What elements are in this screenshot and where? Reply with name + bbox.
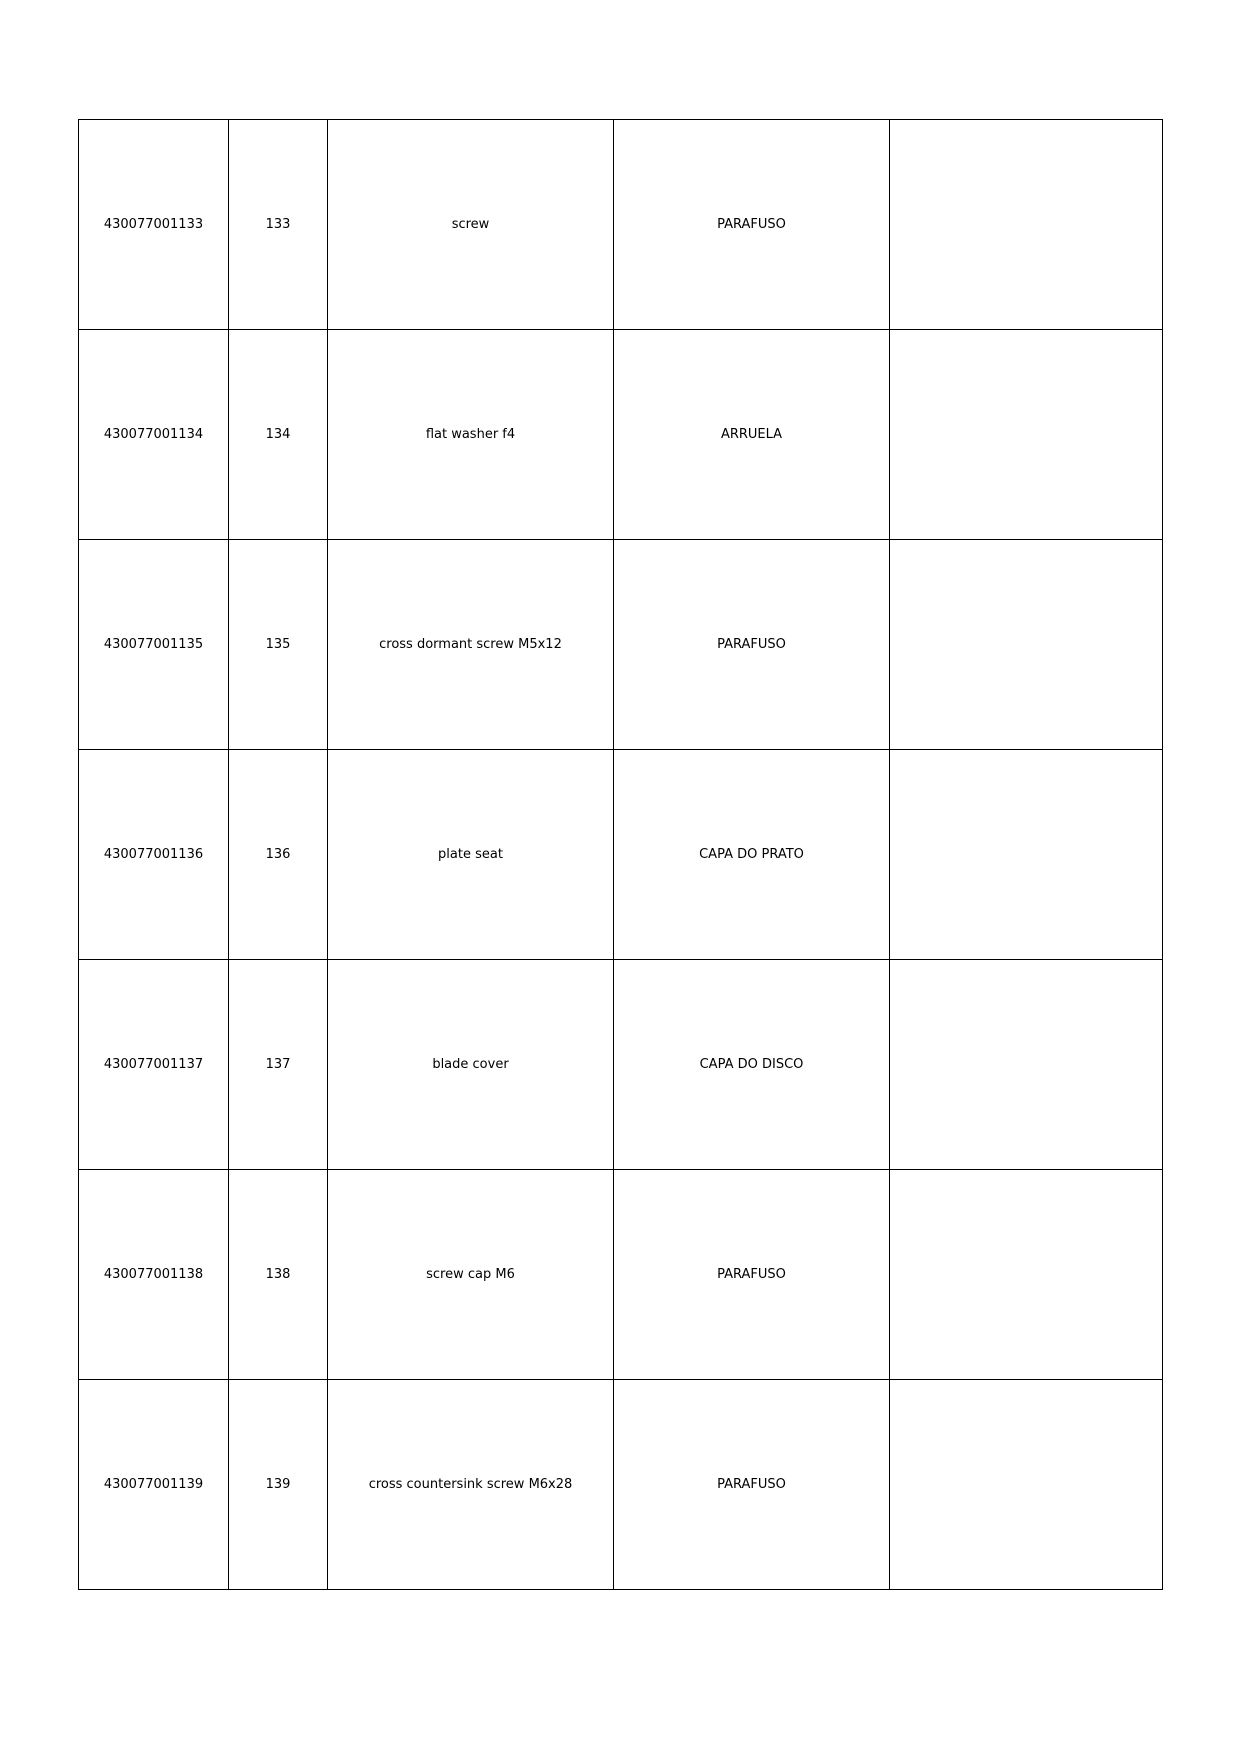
table-row <box>79 1380 1163 1590</box>
description-pt-cell: PARAFUSO <box>614 1170 890 1380</box>
item-number-cell: 139 <box>229 1380 328 1590</box>
item-number-cell: 133 <box>229 120 328 330</box>
empty-cell <box>890 330 1163 540</box>
description-en-cell: flat washer f4 <box>328 330 614 540</box>
item-number-cell: 136 <box>229 750 328 960</box>
part-code-cell: 430077001134 <box>79 330 229 540</box>
part-code-cell: 430077001136 <box>79 750 229 960</box>
empty-cell <box>890 960 1163 1170</box>
part-code-cell: 430077001133 <box>79 120 229 330</box>
part-code-cell: 430077001137 <box>79 960 229 1170</box>
part-code-cell: 430077001139 <box>79 1380 229 1590</box>
description-en-cell: cross countersink screw M6x28 <box>328 1380 614 1590</box>
description-pt-cell: PARAFUSO <box>614 1380 890 1590</box>
part-code-cell: 430077001135 <box>79 540 229 750</box>
item-number-cell: 134 <box>229 330 328 540</box>
description-en-cell: cross dormant screw M5x12 <box>328 540 614 750</box>
empty-cell <box>890 1380 1163 1590</box>
table-row <box>79 540 1163 750</box>
description-pt-cell: CAPA DO PRATO <box>614 750 890 960</box>
description-pt-cell: CAPA DO DISCO <box>614 960 890 1170</box>
empty-cell <box>890 120 1163 330</box>
item-number-cell: 137 <box>229 960 328 1170</box>
parts-table-body <box>79 120 1163 1590</box>
item-number-cell: 135 <box>229 540 328 750</box>
parts-table <box>78 119 1163 1590</box>
description-en-cell: screw <box>328 120 614 330</box>
table-row <box>79 750 1163 960</box>
empty-cell <box>890 750 1163 960</box>
empty-cell <box>890 1170 1163 1380</box>
table-row <box>79 120 1163 330</box>
part-code-cell: 430077001138 <box>79 1170 229 1380</box>
description-en-cell: screw cap M6 <box>328 1170 614 1380</box>
empty-cell <box>890 540 1163 750</box>
table-row <box>79 960 1163 1170</box>
description-pt-cell: PARAFUSO <box>614 120 890 330</box>
table-row <box>79 330 1163 540</box>
description-pt-cell: PARAFUSO <box>614 540 890 750</box>
item-number-cell: 138 <box>229 1170 328 1380</box>
description-pt-cell: ARRUELA <box>614 330 890 540</box>
description-en-cell: plate seat <box>328 750 614 960</box>
description-en-cell: blade cover <box>328 960 614 1170</box>
table-row <box>79 1170 1163 1380</box>
